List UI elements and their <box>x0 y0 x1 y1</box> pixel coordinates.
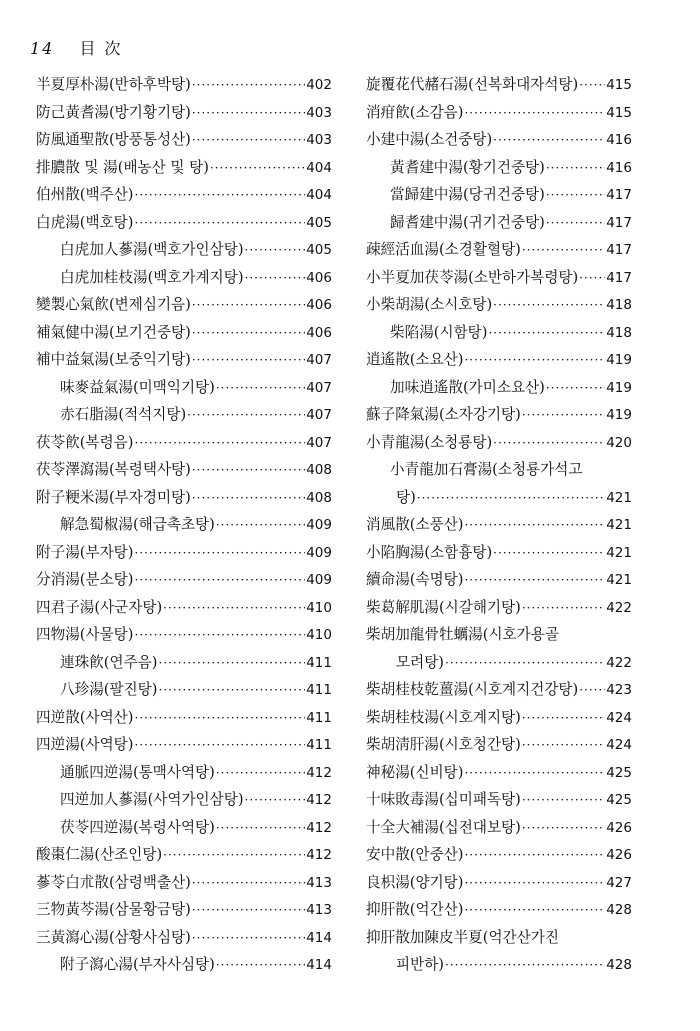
dot-leader <box>216 375 305 402</box>
dot-leader <box>192 320 305 347</box>
dot-leader <box>493 540 605 567</box>
toc-entry <box>366 374 632 402</box>
toc-entry-title: 抑肝散加陳皮半夏(억간산가진 <box>366 928 559 946</box>
toc-entry-page: 405 <box>306 242 332 258</box>
toc-entry <box>366 924 632 952</box>
toc-entry-title: 續命湯(속명탕) <box>366 571 464 588</box>
toc-entry-page: 404 <box>306 187 332 203</box>
toc-entry <box>366 99 632 127</box>
page-header <box>30 36 139 59</box>
dot-leader <box>192 870 305 897</box>
toc-entry-page: 405 <box>306 214 332 231</box>
toc-entry-title: 逍遙散(소요산) <box>366 351 464 368</box>
toc-entry-title: 當歸建中湯(당귀건중탕) <box>390 186 545 203</box>
toc-right-column <box>366 71 632 979</box>
toc-entry-page: 428 <box>606 957 632 973</box>
toc-entry <box>36 594 332 622</box>
toc-entry-page: 406 <box>306 269 332 286</box>
toc-entry <box>366 264 632 292</box>
toc-entry-page: 411 <box>306 709 332 726</box>
toc-entry-page: 414 <box>306 929 332 946</box>
dot-leader <box>579 265 605 292</box>
toc-entry <box>36 841 332 869</box>
dot-leader <box>158 650 305 677</box>
toc-entry <box>36 401 332 429</box>
toc-entry-title: 小半夏加茯苓湯(소반하가복령탕) <box>366 268 579 286</box>
toc-entry-page: 418 <box>606 324 632 341</box>
toc-entry-title: 神秘湯(신비탕) <box>366 763 464 781</box>
toc-entry-title: 連珠飮(연주음) <box>60 653 158 671</box>
toc-entry-title: 防己黃耆湯(방기황기탕) <box>36 103 191 121</box>
dot-leader <box>192 925 305 952</box>
toc-entry <box>36 786 332 814</box>
toc-entry <box>36 264 332 292</box>
toc-entry-title: 蔘苓白朮散(삼령백출산) <box>36 873 191 891</box>
toc-entry-title: 四逆加人蔘湯(사역가인삼탕) <box>60 791 244 808</box>
toc-entry-title: 白虎加人蔘湯(백호가인삼탕) <box>60 241 244 258</box>
toc-entry-title: 柴陷湯(시함탕) <box>390 323 488 341</box>
toc-entry-title: 抑肝散(억간산) <box>366 901 464 918</box>
toc-entry-title: 半夏厚朴湯(반하후박탕) <box>36 76 191 93</box>
toc-entry <box>36 154 332 182</box>
toc-entry <box>366 126 632 154</box>
dot-leader <box>134 430 305 457</box>
toc-entry <box>36 704 332 732</box>
toc-entry-page: 426 <box>606 847 632 863</box>
toc-entry-title: 消疳飮(소감음) <box>366 103 464 121</box>
toc-entry-page: 407 <box>306 434 332 451</box>
toc-entry-title: 모려탕) <box>396 653 444 671</box>
toc-entry-page: 417 <box>606 269 632 286</box>
dot-leader <box>464 842 605 869</box>
dot-leader <box>134 210 305 237</box>
toc-entry-page: 404 <box>306 159 332 176</box>
toc-entry-page: 419 <box>606 352 632 368</box>
toc-entry <box>366 346 632 374</box>
toc-entry-title: 三黃瀉心湯(삼황사심탕) <box>36 928 191 946</box>
toc-entry-title: 安中散(안중산) <box>366 846 464 863</box>
toc-entry-title: 탕) <box>396 488 416 506</box>
toc-entry-title: 附子湯(부자탕) <box>36 543 134 561</box>
toc-entry-page: 408 <box>306 462 332 478</box>
toc-entry-title: 三物黃芩湯(삼물황금탕) <box>36 901 191 918</box>
dot-leader <box>522 732 605 759</box>
dot-leader <box>546 182 605 209</box>
dot-leader <box>445 650 605 677</box>
dot-leader <box>546 375 605 402</box>
toc-entry-title: 良枳湯(양기탕) <box>366 873 464 891</box>
toc-entry <box>36 346 332 374</box>
toc-entry-page: 422 <box>606 654 632 671</box>
toc-entry <box>366 401 632 429</box>
toc-entry <box>36 924 332 952</box>
toc-entry-page: 413 <box>306 902 332 918</box>
toc-entry <box>366 676 632 704</box>
toc-entry <box>36 126 332 154</box>
dot-leader <box>493 292 605 319</box>
toc-entry-title: 解急蜀椒湯(해급촉초탕) <box>60 516 215 533</box>
toc-entry-page: 411 <box>306 737 332 753</box>
toc-entry <box>36 896 332 924</box>
toc-entry <box>366 649 632 677</box>
toc-entry <box>36 951 332 979</box>
dot-leader <box>245 265 306 292</box>
toc-entry-page: 423 <box>606 682 632 698</box>
toc-entry <box>36 869 332 897</box>
toc-entry <box>366 621 632 649</box>
toc-entry-page: 422 <box>606 599 632 616</box>
toc-entry <box>36 814 332 842</box>
toc-entry-page: 411 <box>306 682 332 698</box>
dot-leader <box>245 237 306 264</box>
toc-entry <box>366 951 632 979</box>
toc-entry-title: 白虎湯(백호탕) <box>36 213 134 231</box>
toc-entry-page: 407 <box>306 352 332 368</box>
toc-entry <box>36 71 332 99</box>
toc-entry-title: 十味敗毒湯(십미패독탕) <box>366 791 521 808</box>
dot-leader <box>134 732 305 759</box>
toc-entry <box>36 319 332 347</box>
dot-leader <box>522 787 605 814</box>
toc-entry <box>366 759 632 787</box>
toc-entry-page: 424 <box>606 737 632 753</box>
toc-entry-page: 419 <box>606 407 632 423</box>
toc-entry <box>36 429 332 457</box>
toc-entry <box>366 154 632 182</box>
toc-entry-page: 402 <box>306 77 332 93</box>
dot-leader <box>522 237 605 264</box>
toc-entry-title: 味麥益氣湯(미맥익기탕) <box>60 378 215 396</box>
toc-entry-title: 補中益氣湯(보중익기탕) <box>36 351 191 368</box>
toc-entry-title: 四逆散(사역산) <box>36 708 134 726</box>
dot-leader <box>192 897 305 924</box>
toc-entry-page: 428 <box>606 902 632 918</box>
toc-entry-title: 柴胡淸肝湯(시호청간탕) <box>366 736 521 753</box>
toc-entry-title: 酸棗仁湯(산조인탕) <box>36 846 163 863</box>
toc-entry-title: 十全大補湯(십전대보탕) <box>366 818 521 836</box>
toc-entry-title: 柴胡桂枝湯(시호계지탕) <box>366 708 521 726</box>
toc-entry <box>366 566 632 594</box>
toc-entry <box>36 484 332 512</box>
toc-entry-page: 421 <box>606 517 632 533</box>
dot-leader <box>192 127 305 154</box>
dot-leader <box>163 595 305 622</box>
dot-leader <box>158 677 305 704</box>
toc-entry-page: 415 <box>606 77 632 93</box>
toc-entry-page: 424 <box>606 709 632 726</box>
dot-leader <box>216 512 305 539</box>
toc-entry-page: 410 <box>306 627 332 643</box>
toc-entry <box>36 456 332 484</box>
toc-entry-title: 蘇子降氣湯(소자강기탕) <box>366 406 521 423</box>
toc-entry <box>36 181 332 209</box>
dot-leader <box>216 952 305 979</box>
dot-leader <box>522 402 605 429</box>
toc-entry <box>36 759 332 787</box>
toc-entry <box>366 896 632 924</box>
toc-entry-page: 418 <box>606 297 632 313</box>
toc-entry <box>366 209 632 237</box>
dot-leader <box>163 842 305 869</box>
toc-entry-title: 排膿散 및 湯(배농산 및 탕) <box>36 158 209 176</box>
toc-entry <box>366 704 632 732</box>
dot-leader <box>464 870 605 897</box>
toc-entry-page: 410 <box>306 599 332 616</box>
toc-entry <box>366 539 632 567</box>
dot-leader <box>192 100 305 127</box>
toc-entry-page: 412 <box>306 764 332 781</box>
toc-entry-page: 413 <box>306 874 332 891</box>
dot-leader <box>546 155 605 182</box>
toc-entry-title: 柴胡加龍骨牡蠣湯(시호가용골 <box>366 626 559 643</box>
toc-entry-page: 406 <box>306 297 332 313</box>
toc-entry <box>36 374 332 402</box>
toc-entry <box>366 814 632 842</box>
toc-entry-page: 426 <box>606 819 632 836</box>
toc-entry <box>366 841 632 869</box>
toc-entry <box>366 511 632 539</box>
toc-entry <box>366 319 632 347</box>
toc-entry <box>36 291 332 319</box>
dot-leader <box>464 512 605 539</box>
toc-entry-title: 伯州散(백주산) <box>36 186 134 203</box>
dot-leader <box>192 485 305 512</box>
dot-leader <box>134 622 305 649</box>
dot-leader <box>579 677 605 704</box>
toc-entry <box>366 236 632 264</box>
toc-entry <box>366 181 632 209</box>
toc-entry-page: 417 <box>606 187 632 203</box>
toc-entry-title: 赤石脂湯(적석지탕) <box>60 406 187 423</box>
dot-leader <box>134 540 305 567</box>
toc-entry <box>36 649 332 677</box>
dot-leader <box>522 705 605 732</box>
toc-entry-title: 歸耆建中湯(귀기건중탕) <box>390 213 545 231</box>
toc-entry-page: 411 <box>306 654 332 671</box>
toc-entry <box>366 456 632 484</box>
dot-leader <box>493 127 605 154</box>
toc-entry <box>36 621 332 649</box>
toc-entry <box>366 869 632 897</box>
dot-leader <box>417 485 605 512</box>
toc-entry-title: 分消湯(분소탕) <box>36 571 134 588</box>
toc-entry-page: 420 <box>606 434 632 451</box>
toc-entry-title: 小建中湯(소건중탕) <box>366 131 493 148</box>
dot-leader <box>245 787 306 814</box>
dot-leader <box>134 182 305 209</box>
dot-leader <box>522 815 605 842</box>
toc-entry-title: 茯苓飮(복령음) <box>36 433 134 451</box>
toc-entry-page: 414 <box>306 957 332 973</box>
toc-left-column <box>36 71 332 979</box>
toc-entry <box>36 566 332 594</box>
toc-entry-title: 旋覆花代赭石湯(선복화대자석탕) <box>366 76 579 93</box>
toc-entry <box>36 731 332 759</box>
dot-leader <box>216 815 305 842</box>
toc-entry-title: 變製心氣飮(변제심기음) <box>36 296 191 313</box>
dot-leader <box>445 952 605 979</box>
toc-entry-page: 403 <box>306 132 332 148</box>
toc-entry-page: 409 <box>306 517 332 533</box>
toc-entry-page: 417 <box>606 242 632 258</box>
toc-entry <box>366 484 632 512</box>
dot-leader <box>464 100 605 127</box>
dot-leader <box>210 155 305 182</box>
page-title: 目 次 <box>79 39 123 58</box>
toc-entry-page: 407 <box>306 407 332 423</box>
toc-entry <box>36 676 332 704</box>
dot-leader <box>134 567 305 594</box>
toc-entry-page: 412 <box>306 792 332 808</box>
dot-leader <box>134 705 305 732</box>
toc-entry-page: 425 <box>606 792 632 808</box>
toc-entry-title: 附子粳米湯(부자경미탕) <box>36 488 191 506</box>
toc-entry-title: 피반하) <box>396 956 444 973</box>
dot-leader <box>216 760 305 787</box>
dot-leader <box>187 402 305 429</box>
toc-entry-title: 小陷胸湯(소함흉탕) <box>366 543 493 561</box>
toc-entry-title: 白虎加桂枝湯(백호가계지탕) <box>60 268 244 286</box>
toc-entry-title: 補氣健中湯(보기건중탕) <box>36 323 191 341</box>
toc-entry <box>366 594 632 622</box>
toc-entry-title: 四君子湯(사군자탕) <box>36 598 163 616</box>
toc-entry <box>36 236 332 264</box>
dot-leader <box>522 595 605 622</box>
dot-leader <box>488 320 605 347</box>
toc-entry-page: 425 <box>606 764 632 781</box>
toc-entry-page: 412 <box>306 847 332 863</box>
toc-entry-title: 小青龍加石膏湯(소청룡가석고 <box>390 461 583 478</box>
toc-entry-title: 加味逍遙散(가미소요산) <box>390 378 545 396</box>
toc-entry-page: 416 <box>606 132 632 148</box>
toc-entry-title: 通脈四逆湯(통맥사역탕) <box>60 763 215 781</box>
toc-entry-title: 四物湯(사물탕) <box>36 626 134 643</box>
dot-leader <box>579 72 605 99</box>
toc-entry-title: 附子瀉心湯(부자사심탕) <box>60 956 215 973</box>
toc-entry-title: 消風散(소풍산) <box>366 516 464 533</box>
toc-entry-page: 427 <box>606 874 632 891</box>
toc-entry-title: 茯苓四逆湯(복령사역탕) <box>60 818 215 836</box>
toc-entry-page: 409 <box>306 572 332 588</box>
toc-entry-page: 415 <box>606 104 632 121</box>
dot-leader <box>192 457 305 484</box>
toc-entry-title: 柴葛解肌湯(시갈해기탕) <box>366 598 521 616</box>
toc-entry-title: 八珍湯(팔진탕) <box>60 681 158 698</box>
toc-entry <box>366 429 632 457</box>
toc-entry <box>366 71 632 99</box>
toc-entry <box>36 539 332 567</box>
toc-entry-title: 茯苓澤瀉湯(복령택사탕) <box>36 461 191 478</box>
toc-entry-page: 403 <box>306 104 332 121</box>
toc-entry-page: 421 <box>606 544 632 561</box>
toc-entry-page: 417 <box>606 214 632 231</box>
dot-leader <box>546 210 605 237</box>
dot-leader <box>192 347 305 374</box>
toc-entry-title: 防風通聖散(방풍통성산) <box>36 131 191 148</box>
toc-entry <box>36 209 332 237</box>
toc-entry-page: 406 <box>306 324 332 341</box>
dot-leader <box>192 292 305 319</box>
toc-entry <box>366 786 632 814</box>
toc-entry-page: 407 <box>306 379 332 396</box>
toc-entry <box>366 291 632 319</box>
toc-entry-title: 四逆湯(사역탕) <box>36 736 134 753</box>
dot-leader <box>464 760 605 787</box>
dot-leader <box>464 567 605 594</box>
toc-entry-title: 小青龍湯(소청룡탕) <box>366 433 493 451</box>
dot-leader <box>192 72 305 99</box>
page-number: 14 <box>30 39 55 58</box>
toc-entry-page: 421 <box>606 572 632 588</box>
dot-leader <box>493 430 605 457</box>
dot-leader <box>464 897 605 924</box>
toc-entry-title: 黃耆建中湯(황기건중탕) <box>390 158 545 176</box>
toc-entry-page: 409 <box>306 544 332 561</box>
toc-entry-title: 疎經活血湯(소경활혈탕) <box>366 241 521 258</box>
toc-entry-page: 419 <box>606 379 632 396</box>
toc-entry-page: 408 <box>306 489 332 506</box>
toc-entry-title: 小柴胡湯(소시호탕) <box>366 296 493 313</box>
toc-entry <box>36 511 332 539</box>
toc-entry <box>36 99 332 127</box>
dot-leader <box>464 347 605 374</box>
toc-entry-title: 柴胡桂枝乾薑湯(시호계지건강탕) <box>366 681 579 698</box>
toc-entry-page: 421 <box>606 489 632 506</box>
toc-entry-page: 416 <box>606 159 632 176</box>
toc-entry <box>366 731 632 759</box>
toc-entry-page: 412 <box>306 819 332 836</box>
